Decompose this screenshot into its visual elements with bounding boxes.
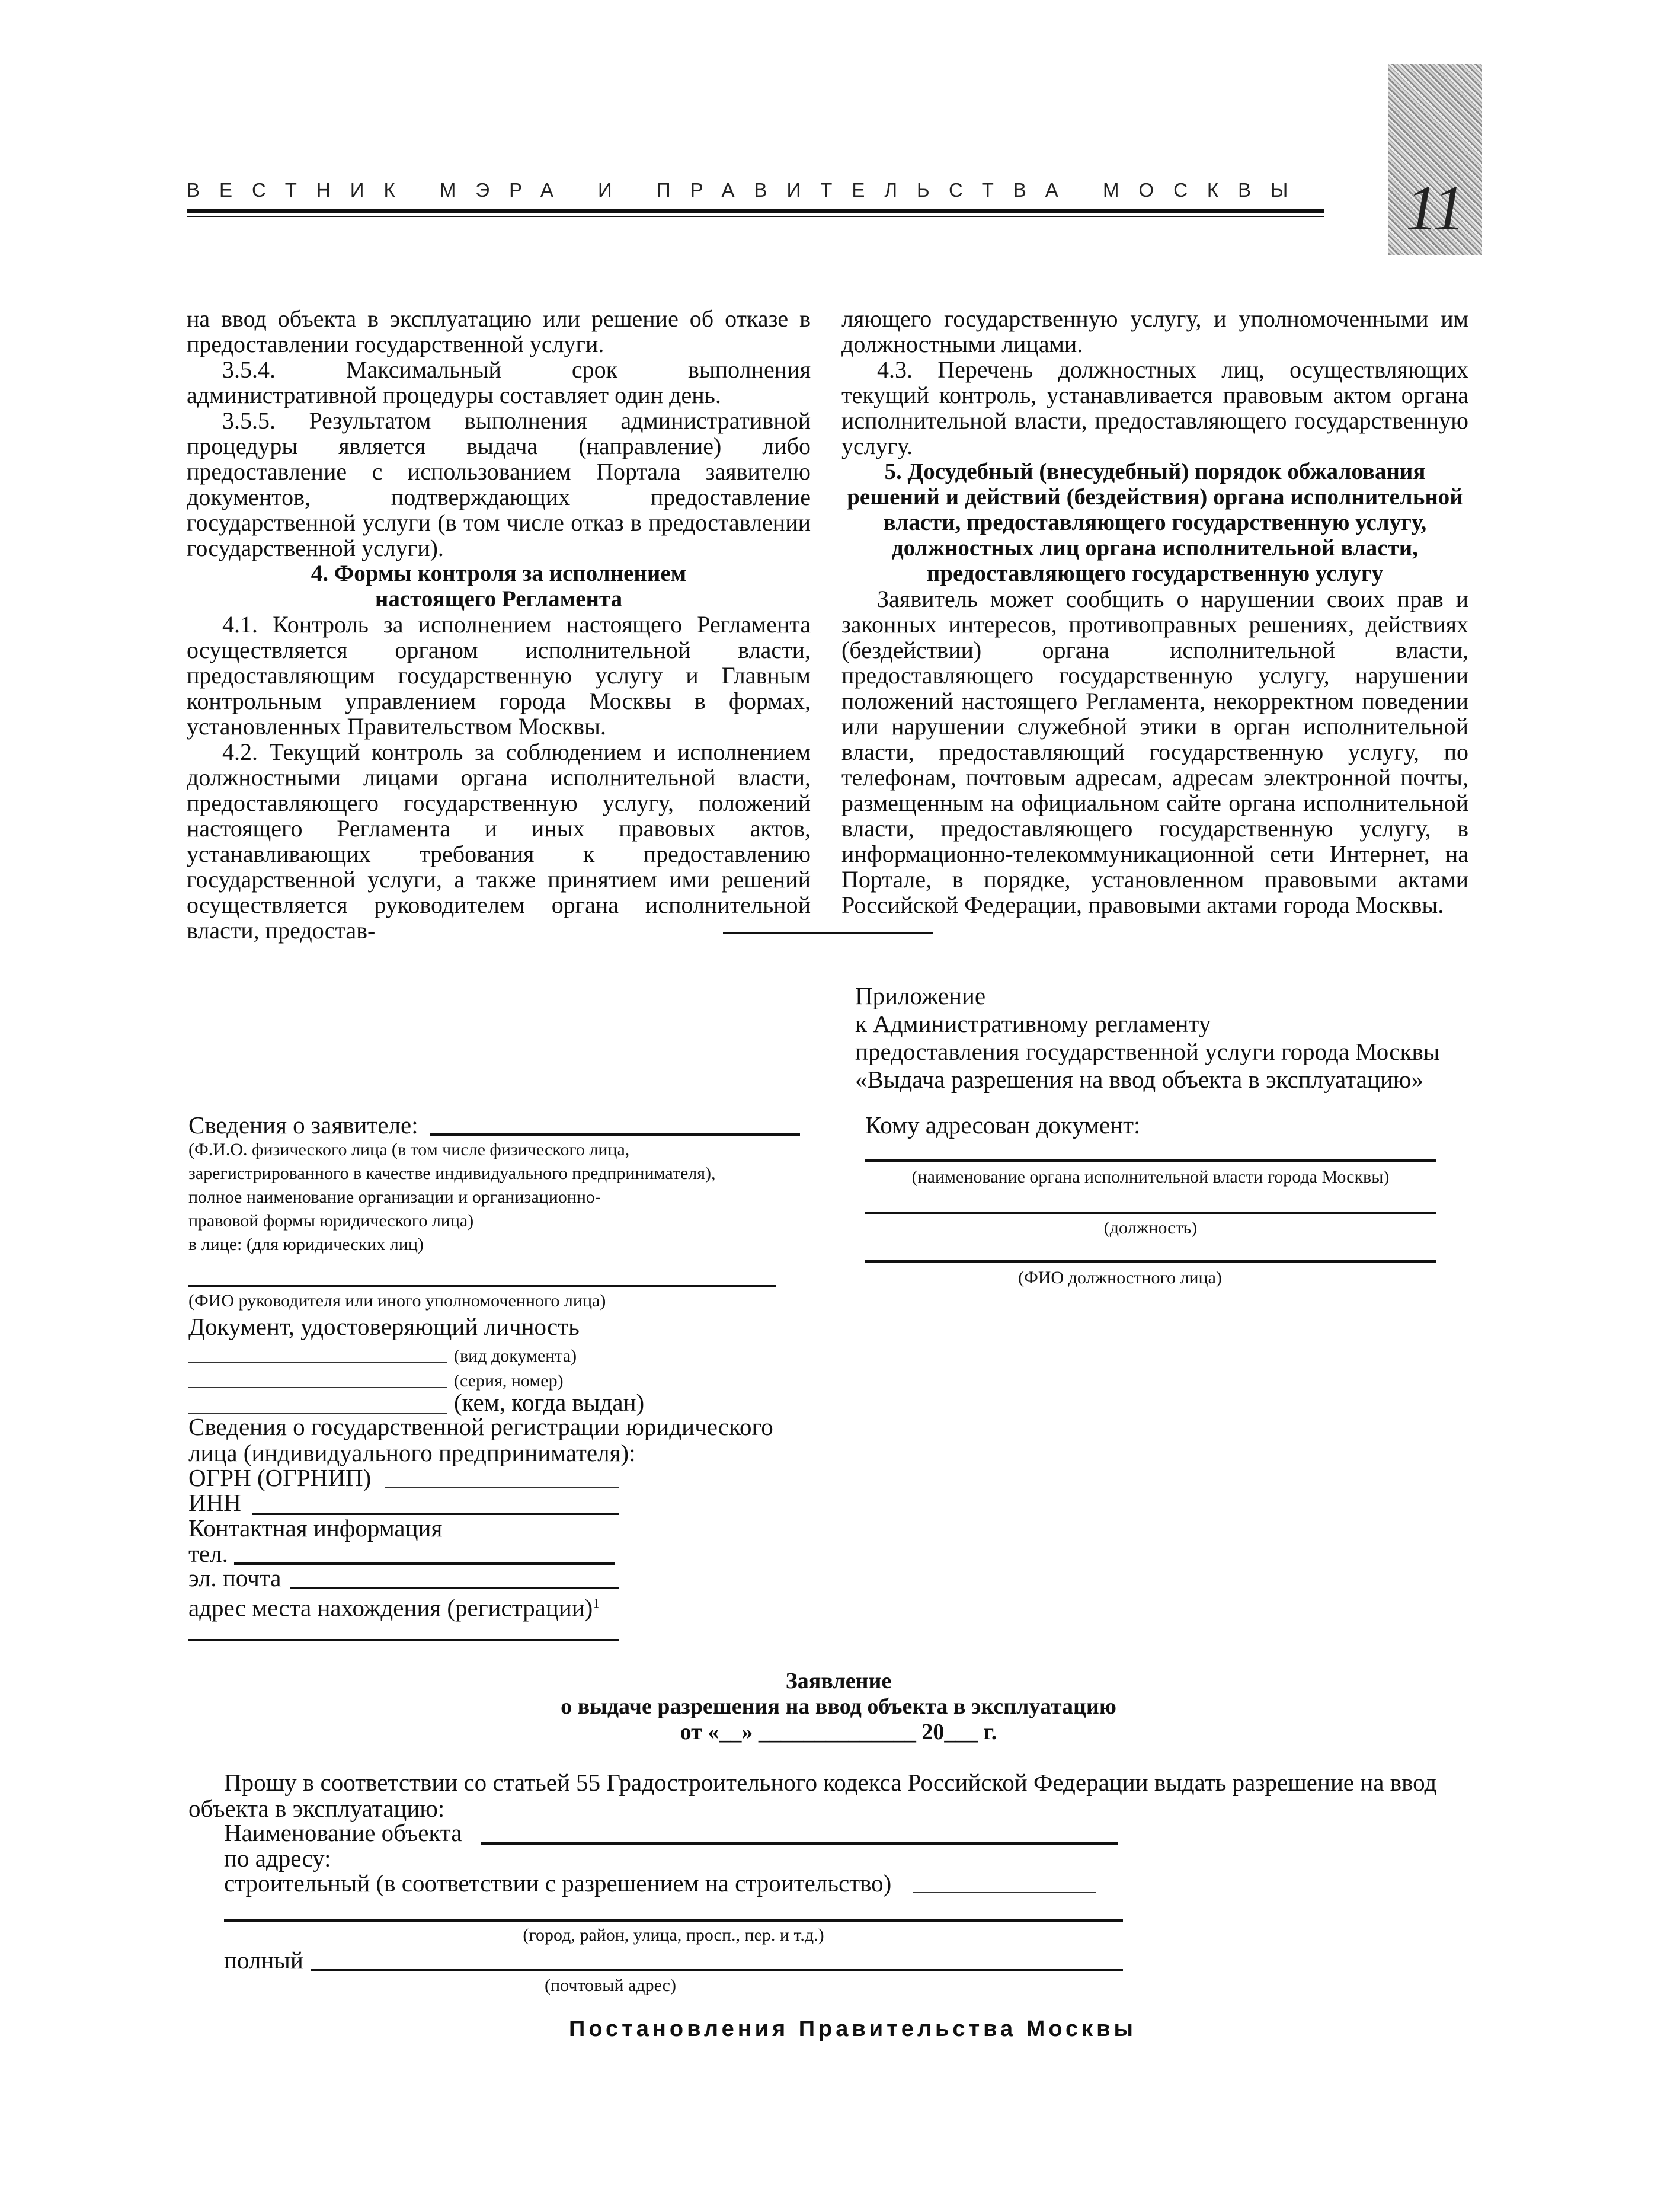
section-divider — [723, 932, 933, 934]
address-caption: (город, район, улица, просп., пер. и т.д.) — [523, 1925, 824, 1945]
applicant-field[interactable] — [430, 1133, 800, 1136]
doc-series-field[interactable] — [188, 1387, 447, 1388]
addressee-position-field[interactable] — [865, 1212, 1436, 1214]
section-heading-4: 4. Формы контроля за исполнением настоящего Регламента — [311, 561, 687, 612]
paragraph: Заявитель может сообщить о нарушении своих прав и законных интересов, противоправных решениях, действиях (бездействии) органа исполнительной власти, предоставляющего государственную услугу, нарушении положений настоящего Регламента, некорректном поведении или нарушении служебной этики в орган исполнительной власти, предоставляющий государственную услугу, по телефонам, почтовым адресам, адресам электронной почты, размещенным на официальном сайте органа исполнительной власти, предоставляющего государственную услугу, в информационно-телекоммуникационной сети Интернет, на Портале, в порядке, установленном правовыми актами Российской Федерации, правовыми актами города Москвы. — [841, 586, 1468, 918]
left-column — [187, 306, 811, 943]
construction-address-line2[interactable] — [224, 1919, 1123, 1922]
paragraph: на ввод объекта в эксплуатацию или решение об отказе в предоставлении государственной услуги. — [187, 305, 811, 357]
paragraph: 3.5.5. Результатом выполнения административной процедуры является выдача (направление) либо предоставление с использованием Портала заявителю документов, подтверждающих предоставление государственной услуги (в том числе отказ в предоставлении государственной услуги). — [187, 407, 811, 561]
addressee-fio-field[interactable] — [865, 1260, 1436, 1263]
tel-field[interactable] — [234, 1562, 615, 1565]
applicant-label: Сведения о заявителе: — [188, 1111, 418, 1139]
statement-title: Заявление — [785, 1669, 892, 1693]
object-name-field[interactable] — [481, 1842, 1118, 1845]
appendix-line: «Выдача разрешения на ввод объекта в эксплуатацию» — [855, 1066, 1423, 1093]
doc-type-caption: (вид документа) — [454, 1346, 577, 1366]
tel-label: тел. — [188, 1540, 228, 1567]
doc-issued-caption: (кем, когда выдан) — [454, 1389, 645, 1416]
paragraph: ляющего государственную услугу, и уполномоченными им должностными лицами. — [841, 305, 1468, 357]
inn-label: ИНН — [188, 1489, 241, 1516]
email-field[interactable] — [290, 1587, 619, 1589]
right-column — [841, 306, 1468, 918]
page-number: 11 — [1406, 173, 1465, 244]
statement-subtitle: о выдаче разрешения на ввод объекта в эксплуатацию — [561, 1694, 1116, 1719]
footer-section-title: Постановления Правительства Москвы — [569, 2017, 1137, 2041]
appendix-line: предоставления государственной услуги города Москвы — [855, 1038, 1440, 1065]
address-label: адрес места нахождения (регистрации)$^1$ — [188, 1594, 600, 1622]
construction-address-label: строительный (в соответствии с разрешением на строительство) — [224, 1870, 892, 1897]
contact-label: Контактная информация — [188, 1514, 443, 1542]
representative-caption: (ФИО руководителя или иного уполномоченного лица) — [188, 1291, 606, 1311]
paragraph: 4.2. Текущий контроль за соблюдением и исполнением должностными лицами органа исполнительной власти, предоставляющего государственную услугу, положений настоящего Регламента и иных правовых актов, устанавливающих требования к предоставлению государственной услуги, а также принятием ими решений осуществляется руководителем органа исполнительной власти, предостав- — [187, 739, 811, 944]
applicant-notes: (Ф.И.О. физического лица (в том числе физического лица, зарегистрированного в качестве индивидуального предпринимателя), полное наименование организации и организационно- правовой формы юридического лица) в лице: (для юридических лиц) — [188, 1140, 716, 1254]
ogrn-field[interactable] — [385, 1487, 619, 1488]
representative-field[interactable] — [188, 1285, 776, 1287]
doc-series-caption: (серия, номер) — [454, 1371, 564, 1391]
paragraph: 4.3. Перечень должностных лиц, осуществляющих текущий контроль, устанавливается правовым актом органа исполнительной власти, предоставляющего государственную услугу. — [841, 356, 1468, 459]
statement-date[interactable]: от «__» ______________ 20___ г. — [680, 1720, 997, 1744]
request-text: Прошу в соответствии со статьей 55 Градостроительного кодекса Российской Федерации выдать разрешение на ввод объекта в эксплуатацию: — [188, 1769, 1437, 1822]
postal-address-caption: (почтовый адрес) — [545, 1976, 676, 1995]
by-address-label: по адресу: — [224, 1845, 331, 1872]
statement-title-block — [187, 1669, 1490, 1745]
object-name-label: Наименование объекта — [224, 1819, 462, 1846]
addressee-label: Кому адресован документ: — [865, 1111, 1141, 1139]
journal-title: ВЕСТНИК МЭРА И ПРАВИТЕЛЬСТВА МОСКВЫ — [187, 179, 1308, 201]
addressee-fio-caption: (ФИО должностного лица) — [1018, 1268, 1222, 1287]
email-label: эл. почта — [188, 1564, 281, 1592]
addressee-org-field[interactable] — [865, 1159, 1436, 1162]
section-heading-5: 5. Досудебный (внесудебный) порядок обжалования решений и действий (бездействия) органа исполнительной власти, предоставляющего государственную услугу, должностных лиц органа исполнительной власти, предоставляющего государственную услугу — [847, 459, 1463, 586]
header-rule-thin — [187, 216, 1324, 217]
full-address-label: полный — [224, 1947, 303, 1974]
appendix-line: к Административному регламенту — [855, 1010, 1211, 1037]
ogrn-label: ОГРН (ОГРНИП) — [188, 1464, 372, 1491]
header-rule — [187, 209, 1324, 213]
appendix-line: Приложение — [855, 982, 986, 1009]
paragraph: 3.5.4. Максимальный срок выполнения административной процедуры составляет один день. — [187, 356, 811, 408]
doc-type-field[interactable] — [188, 1362, 447, 1363]
appendix-block — [855, 982, 1439, 1094]
full-address-field[interactable] — [311, 1969, 1123, 1971]
id-document-label: Документ, удостоверяющий личность — [188, 1313, 580, 1340]
addressee-org-caption: (наименование органа исполнительной власти города Москвы) — [911, 1167, 1390, 1187]
addressee-position-caption: (должность) — [1103, 1218, 1198, 1238]
address-field[interactable] — [188, 1639, 619, 1641]
construction-address-field[interactable] — [913, 1892, 1096, 1893]
paragraph: 4.1. Контроль за исполнением настоящего Регламента осуществляется органом исполнительной власти, предоставляющим государственную услугу и Главным контрольным управлением города Москвы в формах, установленных Правительством Москвы. — [187, 611, 811, 740]
registration-label: Сведения о государственной регистрации юридического лица (индивидуального предпринимателя): — [188, 1413, 773, 1466]
